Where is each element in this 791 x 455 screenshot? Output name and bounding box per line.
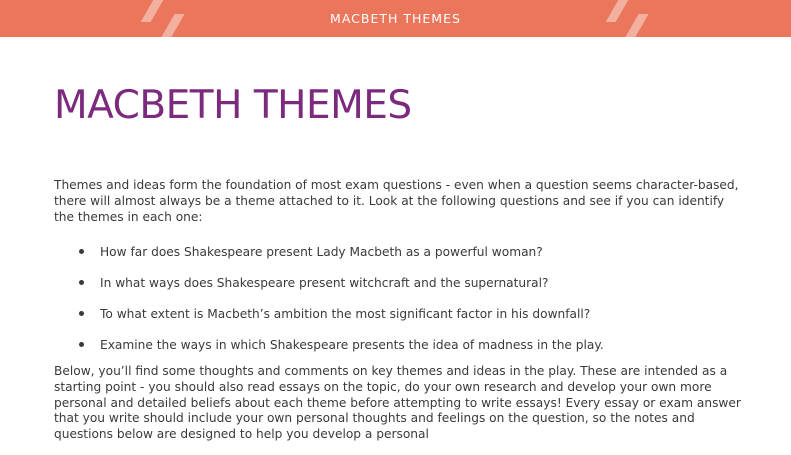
bullet-icon — [79, 342, 84, 347]
header-band — [0, 0, 791, 37]
question-item — [54, 305, 744, 336]
question-item — [54, 243, 744, 274]
bullet-icon — [79, 311, 84, 316]
bullet-icon — [79, 280, 84, 285]
question-list — [54, 243, 744, 367]
question-text: How far does Shakespeare present Lady Macbeth as a powerful woman? — [100, 245, 543, 259]
bullet-icon — [79, 249, 84, 254]
question-text: To what extent is Macbeth’s ambition the most significant factor in his downfall? — [100, 307, 591, 321]
question-item — [54, 336, 744, 367]
page-title: MACBETH THEMES — [54, 83, 412, 128]
header-title: MACBETH THEMES — [330, 11, 461, 26]
question-item — [54, 274, 744, 305]
question-text: In what ways does Shakespeare present witchcraft and the supernatural? — [100, 276, 549, 290]
intro-paragraph: Themes and ideas form the foundation of most exam questions - even when a question seems character-based, there will almost always be a theme attached to it. Look at the following questions and see if you can identify the themes in each one: — [54, 178, 739, 224]
question-text: Examine the ways in which Shakespeare presents the idea of madness in the play. — [100, 338, 604, 352]
closing-paragraph: Below, you’ll find some thoughts and comments on key themes and ideas in the play. These are intended as a starting point - you should also read essays on the topic, do your own research and develop your own more personal and detailed beliefs about each theme before attempting to write essays! Every essay or exam answer that you write should include your own personal thoughts and feelings on the question, so the notes and questions below are designed to help you develop a personal — [54, 364, 741, 442]
